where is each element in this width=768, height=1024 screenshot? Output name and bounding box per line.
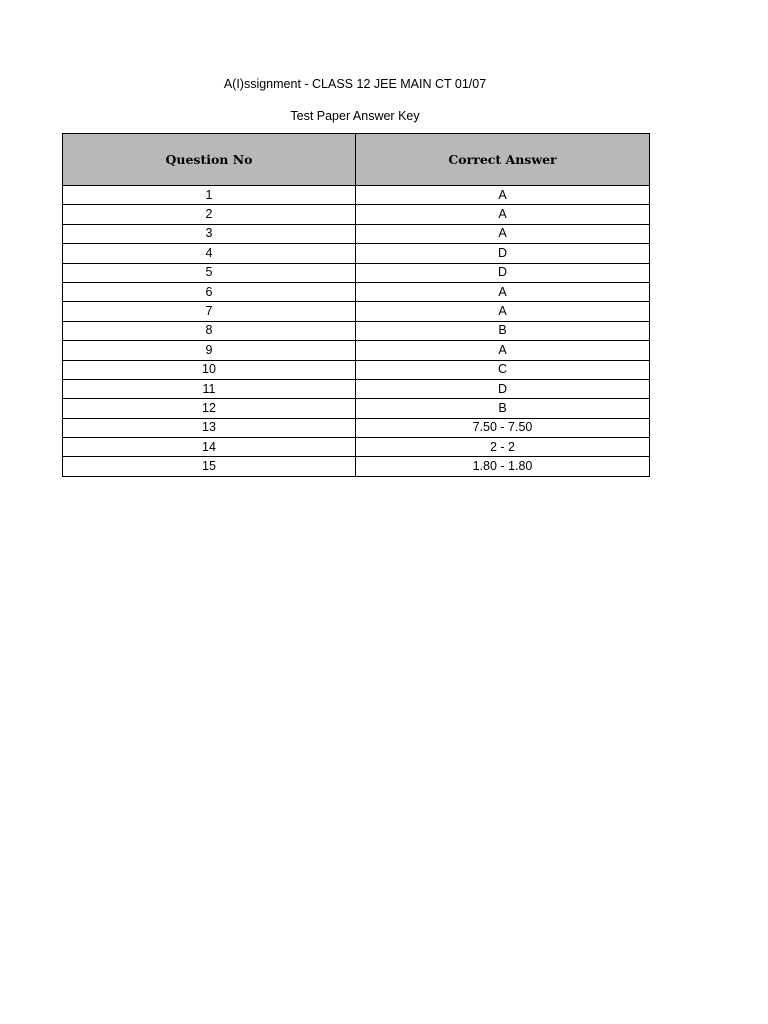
answer-cell: B (356, 399, 650, 418)
table-header-row (63, 134, 650, 186)
question-number-cell: 15 (63, 457, 356, 476)
table-row (63, 418, 650, 437)
answer-cell: B (356, 321, 650, 340)
question-number-cell: 6 (63, 282, 356, 301)
answer-cell: A (356, 282, 650, 301)
table-row (63, 360, 650, 379)
question-number-cell: 9 (63, 341, 356, 360)
question-number-cell: 14 (63, 438, 356, 457)
answer-cell: A (356, 341, 650, 360)
question-number-cell: 5 (63, 263, 356, 282)
answer-cell: A (356, 224, 650, 243)
question-number-cell: 3 (63, 224, 356, 243)
table-row (63, 205, 650, 224)
document-subtitle: Test Paper Answer Key (290, 109, 420, 123)
answer-cell: D (356, 244, 650, 263)
answer-cell: C (356, 360, 650, 379)
table-row (63, 282, 650, 301)
answer-cell: 7.50 - 7.50 (356, 418, 650, 437)
question-number-cell: 7 (63, 302, 356, 321)
answer-cell: D (356, 379, 650, 398)
answer-cell: A (356, 186, 650, 205)
question-number-cell: 2 (63, 205, 356, 224)
table-row (63, 244, 650, 263)
answer-cell: A (356, 205, 650, 224)
table-row (63, 399, 650, 418)
table-row (63, 457, 650, 476)
table-row (63, 379, 650, 398)
question-number-cell: 12 (63, 399, 356, 418)
question-number-cell: 11 (63, 379, 356, 398)
table-row (63, 186, 650, 205)
header-correct-answer: Correct Answer (356, 134, 650, 186)
question-number-cell: 13 (63, 418, 356, 437)
question-number-cell: 10 (63, 360, 356, 379)
answer-cell: D (356, 263, 650, 282)
answer-cell: 2 - 2 (356, 438, 650, 457)
table-row (63, 438, 650, 457)
table-row (63, 224, 650, 243)
answer-key-table (62, 133, 650, 477)
answer-cell: 1.80 - 1.80 (356, 457, 650, 476)
answer-cell: A (356, 302, 650, 321)
question-number-cell: 8 (63, 321, 356, 340)
question-number-cell: 4 (63, 244, 356, 263)
header-question-no: Question No (63, 134, 356, 186)
document-title: A(I)ssignment - CLASS 12 JEE MAIN CT 01/07 (223, 77, 487, 91)
table-row (63, 341, 650, 360)
table-row (63, 321, 650, 340)
table-row (63, 302, 650, 321)
question-number-cell: 1 (63, 186, 356, 205)
table-row (63, 263, 650, 282)
